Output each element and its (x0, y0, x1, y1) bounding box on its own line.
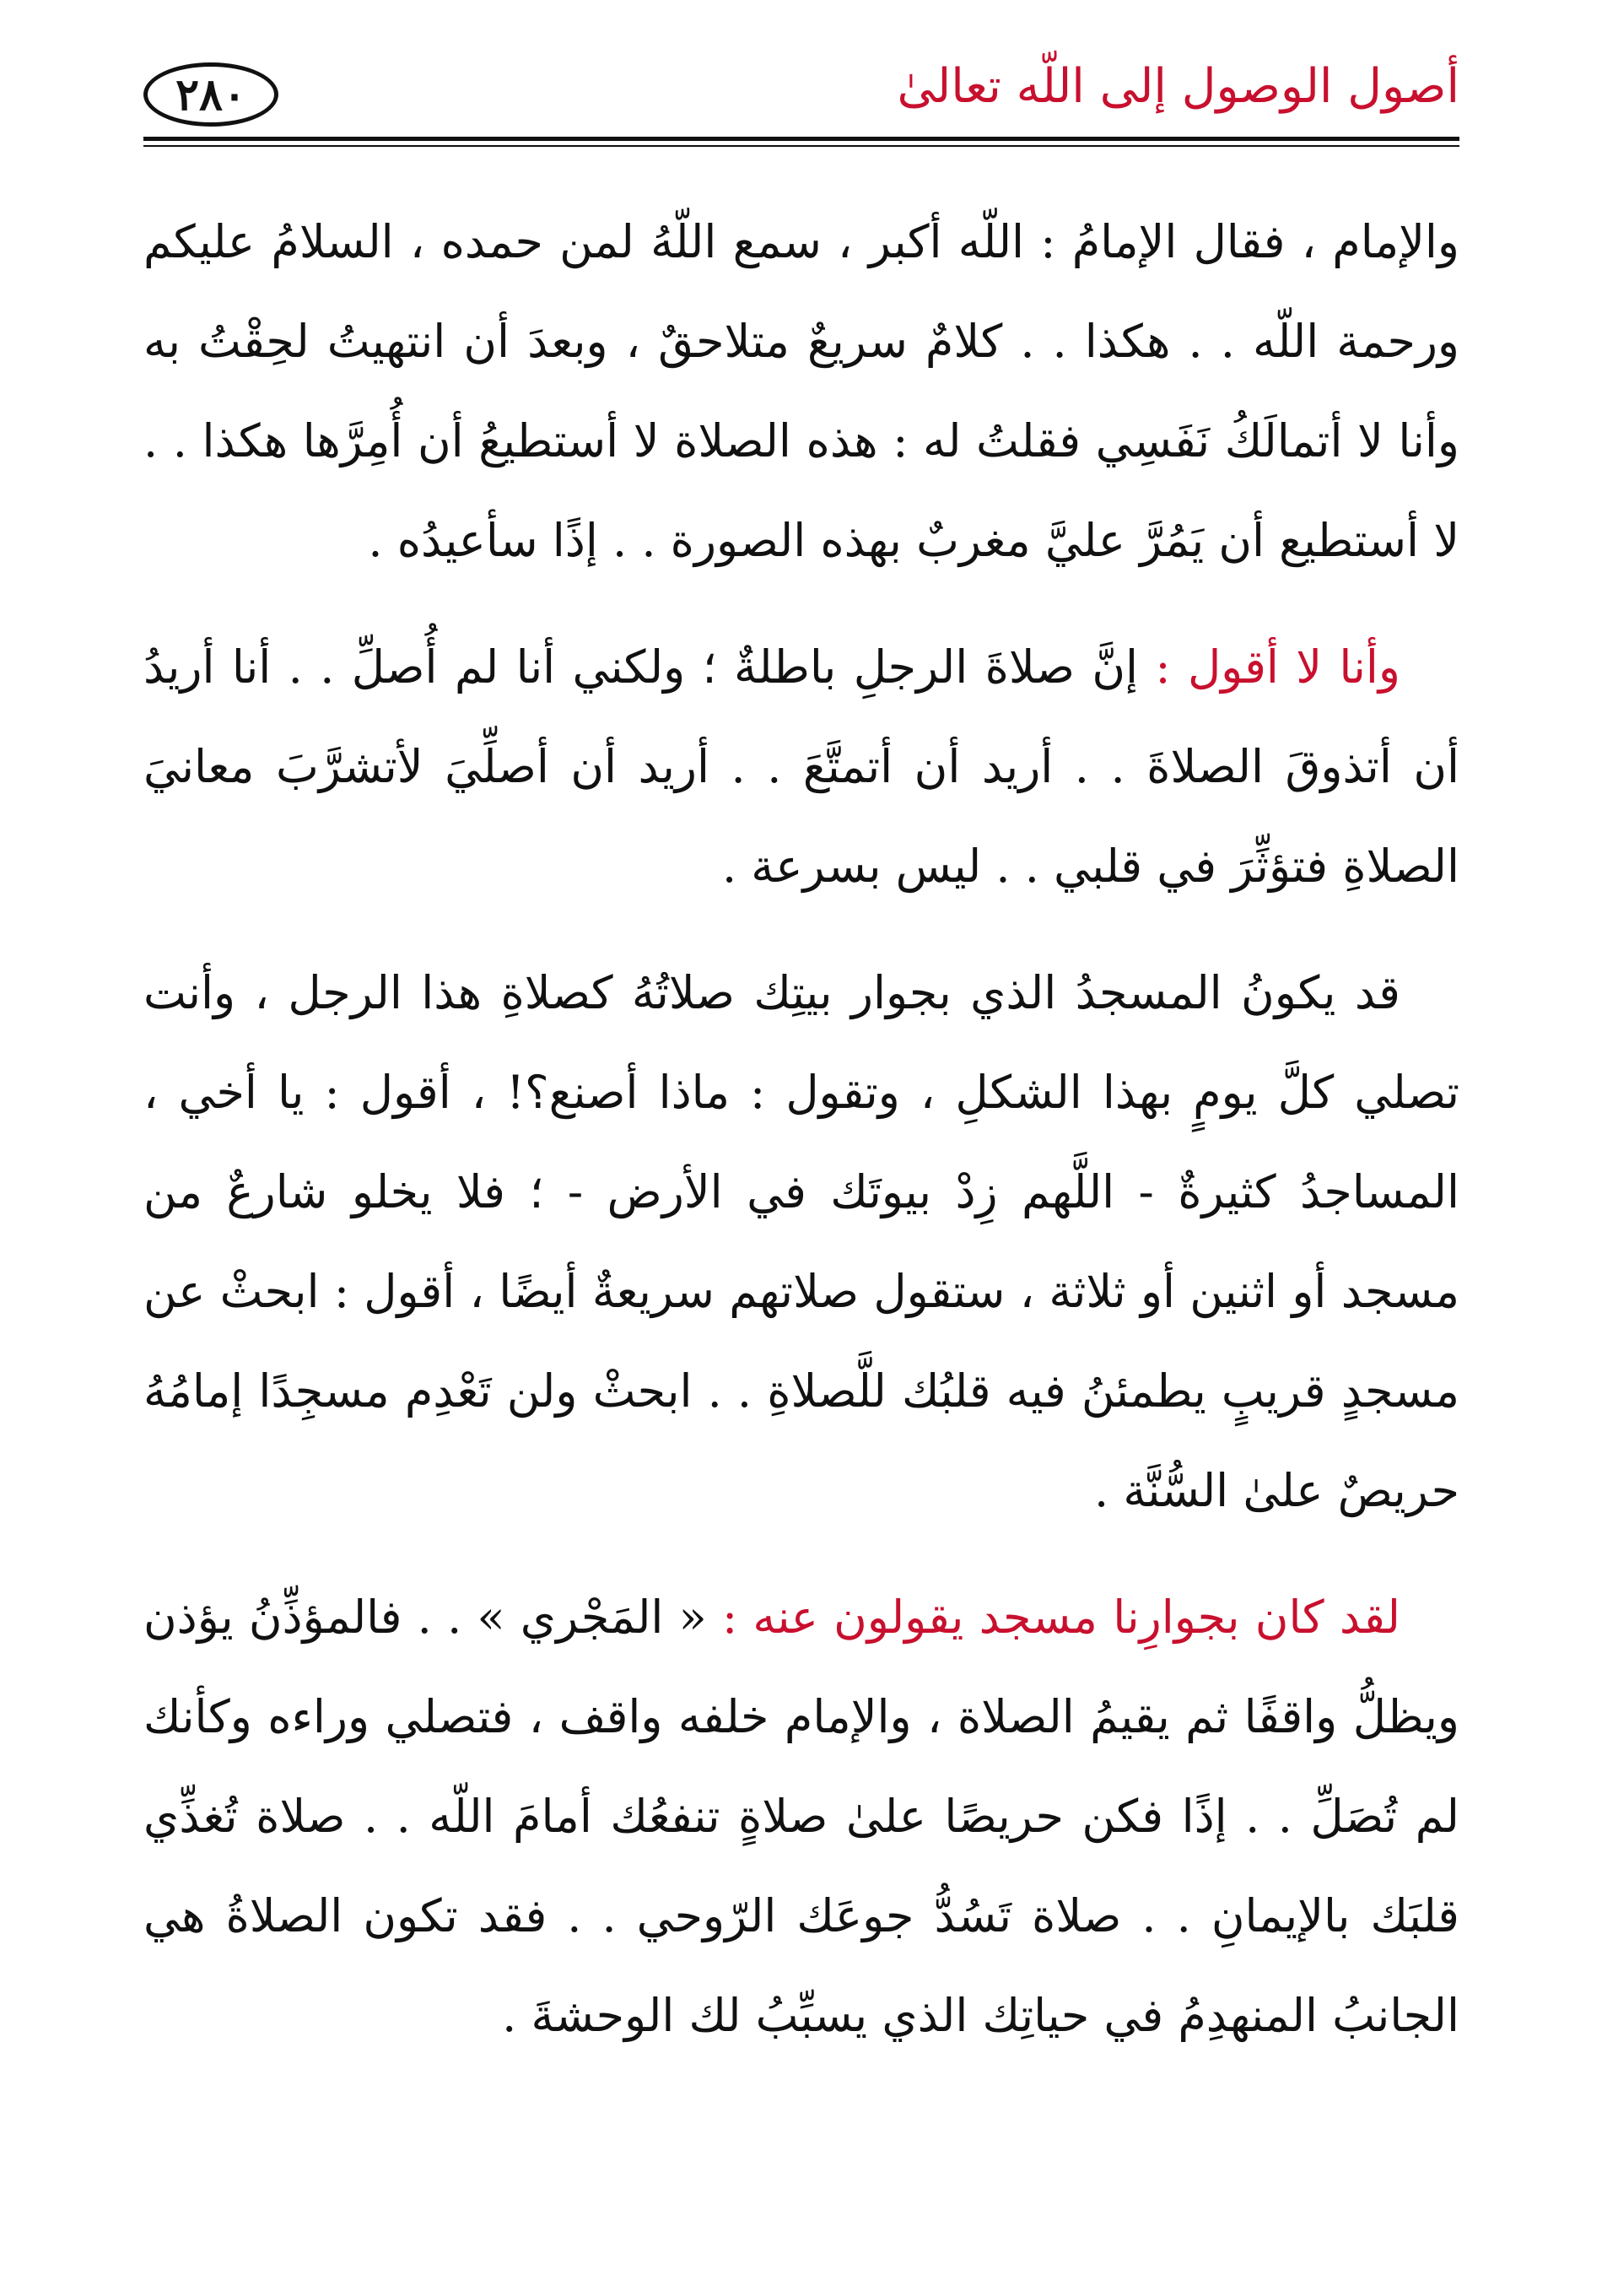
body-text (143, 192, 1459, 2093)
paragraph-4 (143, 1568, 1459, 2066)
header-rule-thin (143, 145, 1459, 147)
paragraph-1-text: والإمام ، فقال الإمامُ : اللّه أكبر ، سمع اللّهُ لمن حمده ، السلامُ عليكم ورحمة اللّه . . هكذا . . كلامٌ سريعٌ متلاحقٌ ، وبعدَ أن انتهيتُ لحِقْتُ به وأنا لا أتمالَكُ نَفَسِي فقلتُ له : هذه الصلاة لا أستطيعُ أن أُمِرَّها هكذا . . لا أستطيع أن يَمُرَّ عليَّ مغربٌ بهذه الصورة . . إذًا سأعيدُه . (143, 215, 1459, 567)
page-header (143, 51, 1459, 143)
paragraph-4-lead: لقد كان بجوارِنا مسجد يقولون عنه : (721, 1591, 1400, 1644)
paragraph-3-text: قد يكونُ المسجدُ الذي بجوار بيتِك صلاتُهُ كصلاةِ هذا الرجل ، وأنت تصلي كلَّ يومٍ بهذا الشكلِ ، وتقول : ماذا أصنع؟! ، أقول : يا أخي ، المساجدُ كثيرةٌ - اللَّهم زِدْ بيوتَك في الأرض - ؛ فلا يخلو شارعٌ من مسجد أو اثنين أو ثلاثة ، ستقول صلاتهم سريعةٌ أيضًا ، أقول : ابحثْ عن مسجدٍ قريبٍ يطمئنُ فيه قلبُك للَّصلاةِ . . ابحثْ ولن تَعْدِم مسجِدًا إمامُهُ حريصٌ علىٰ السُّنَّة . (143, 966, 1459, 1517)
paragraph-3 (143, 943, 1459, 1541)
paragraph-1 (143, 192, 1459, 591)
paragraph-2-lead: وأنا لا أقول : (1155, 640, 1400, 694)
book-title: أصول الوصول إلى اللّه تعالىٰ (897, 59, 1459, 114)
page-number: ٢٨٠ (143, 62, 278, 127)
paragraph-4-text: « المَجْري » . . فالمؤذِّنُ يؤذن ويظلُّ واقفًا ثم يقيمُ الصلاة ، والإمام خلفه واقف ، فتصلي وراءه وكأنك لم تُصَلِّ . . إذًا فكن حريصًا علىٰ صلاةٍ تنفعُك أمامَ اللّه . . صلاة تُغذِّي قلبَك بالإيمانِ . . صلاة تَسُدُّ جوعَك الرّوحي . . فقد تكون الصلاةُ هي الجانبُ المنهدِمُ في حياتِك الذي يسبِّبُ لك الوحشةَ . (143, 1591, 1459, 2042)
header-rule-thick (143, 137, 1459, 141)
paragraph-2 (143, 618, 1459, 916)
paragraph-2-text: إنَّ صلاةَ الرجلِ باطلةٌ ؛ ولكني أنا لم أُصلِّ . . أنا أريدُ أن أتذوقَ الصلاةَ . . أريد أن أتمتَّعَ . . أريد أن أصلِّيَ لأتشرَّبَ معانيَ الصلاةِ فتؤثِّرَ في قلبي . . ليس بسرعة . (143, 640, 1459, 893)
